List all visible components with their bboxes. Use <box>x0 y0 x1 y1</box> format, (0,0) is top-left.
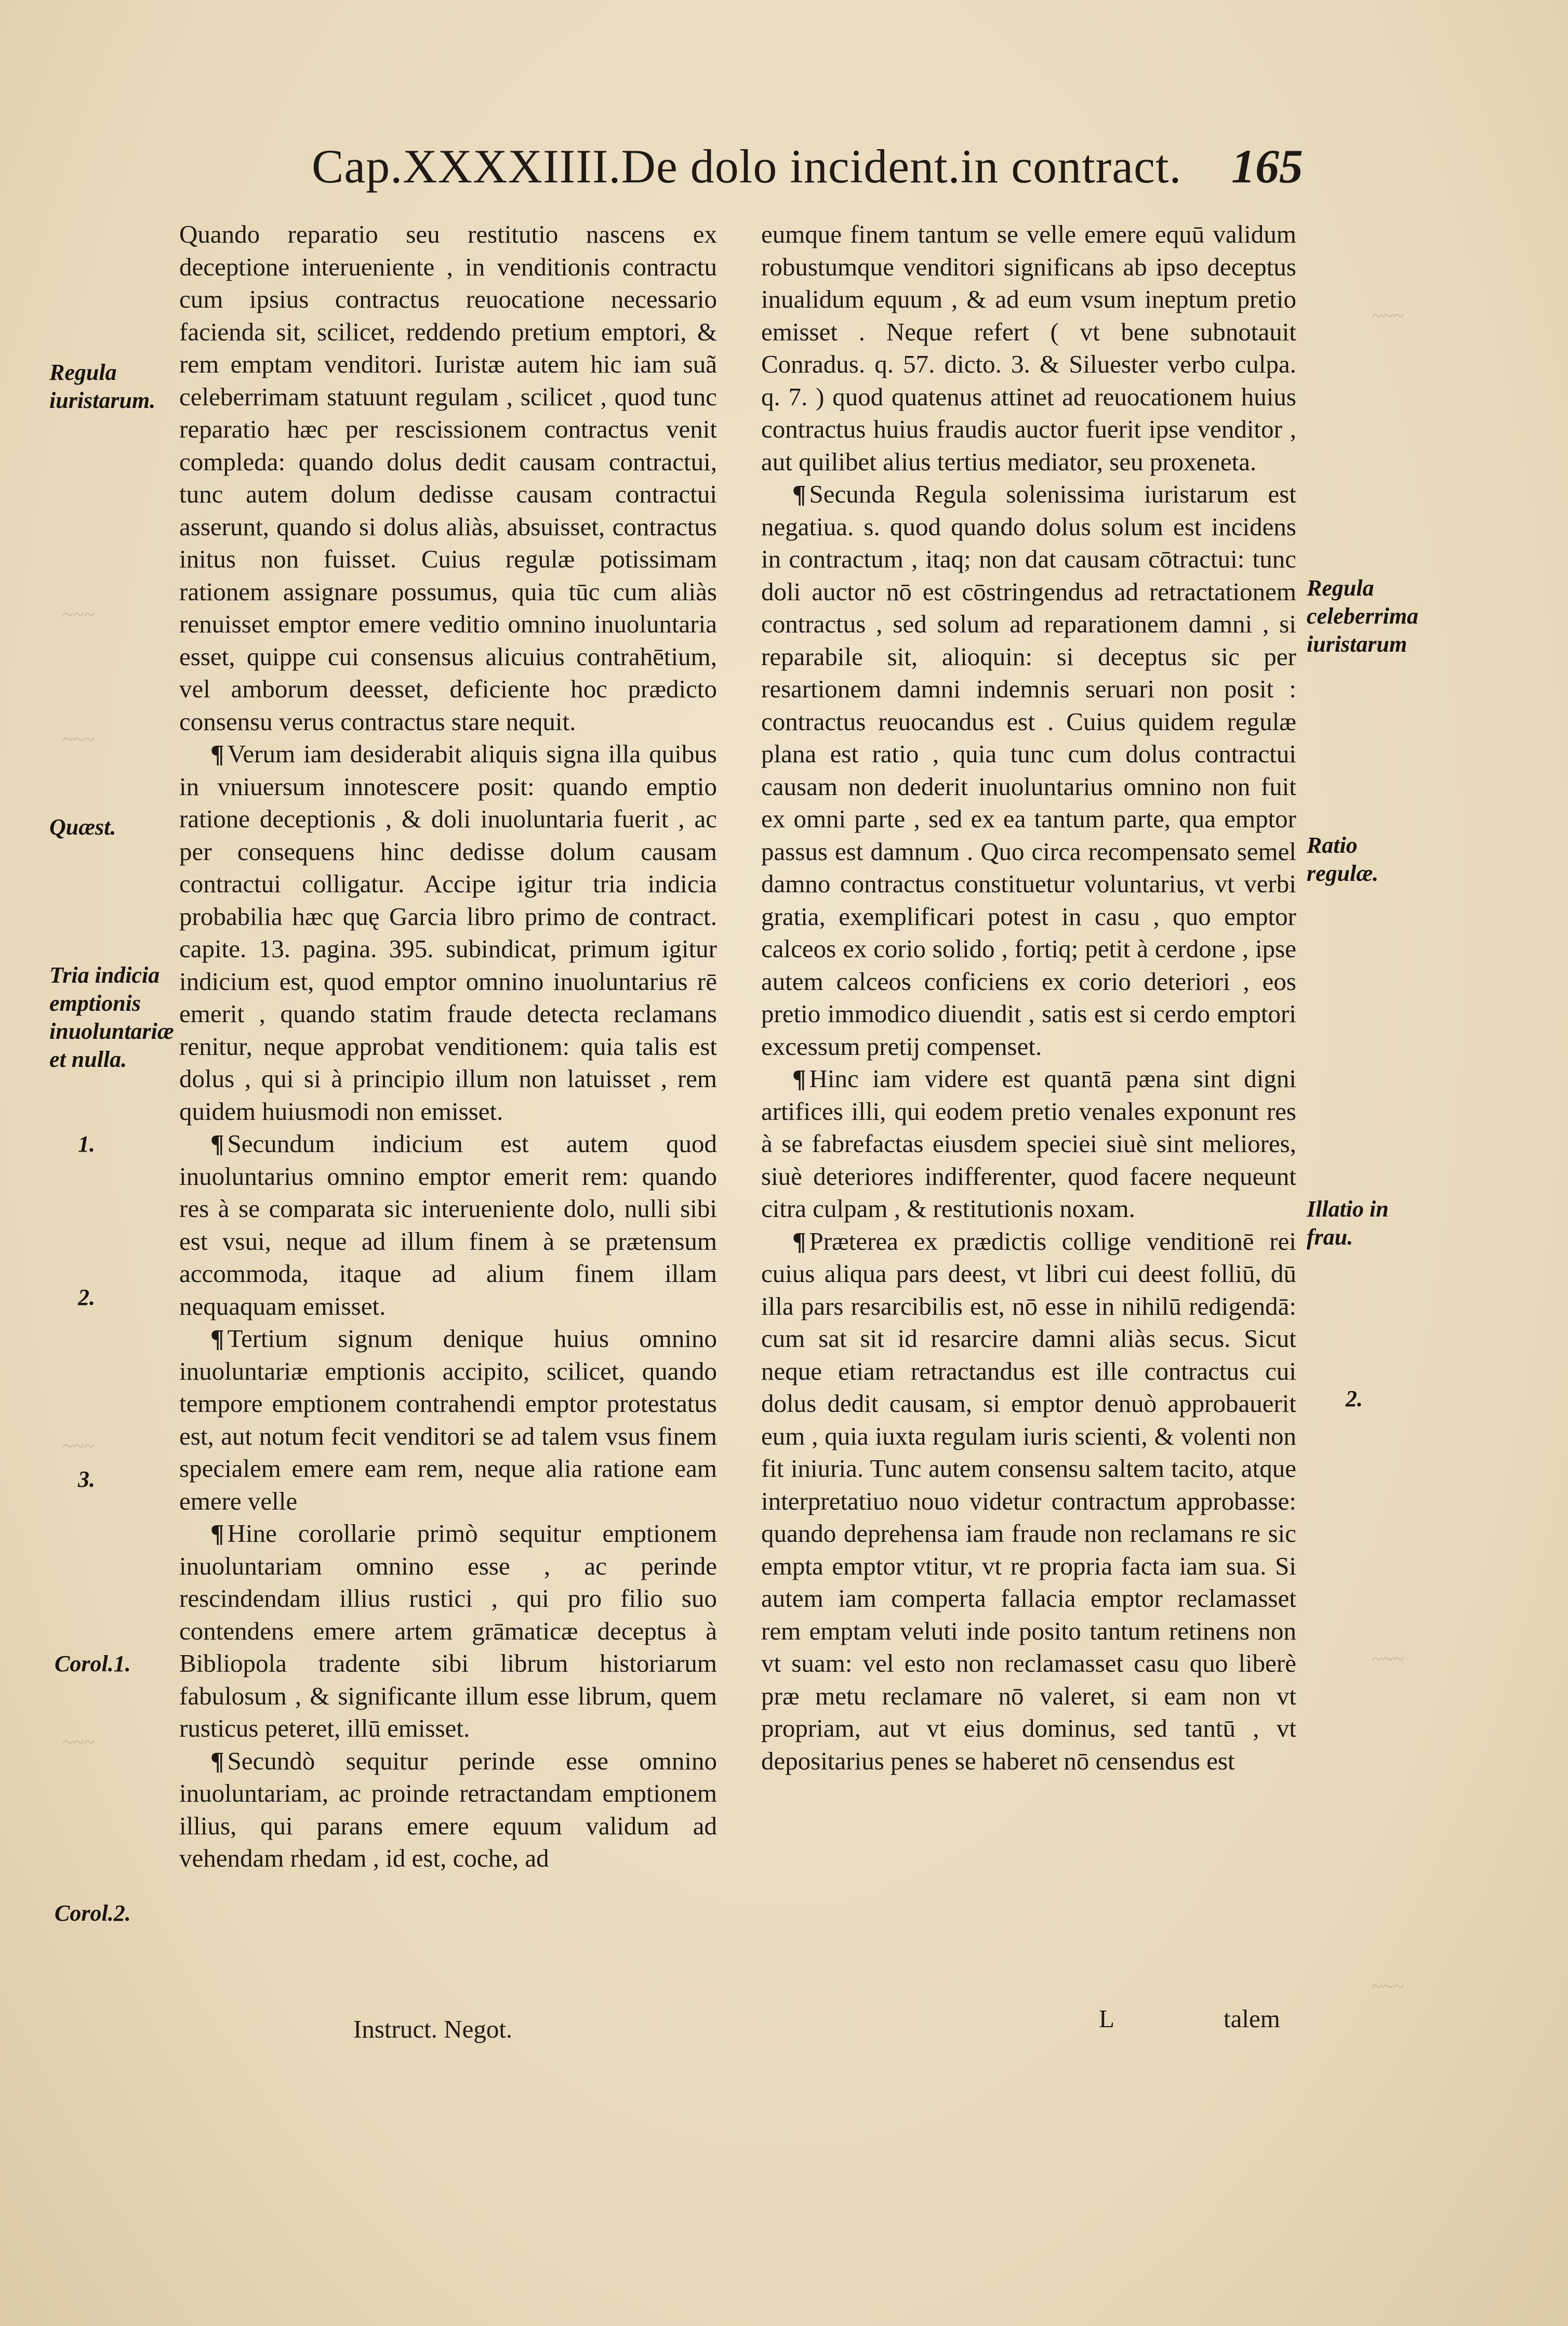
show-through-mark: ~~~ <box>62 729 95 750</box>
paragraph: eumque finem tantum se velle emere equū validum robustumque venditori significans ab ipso deceptus inualidum equum , & ad eum vsum ineptum pretio emisset . Neque refert ( vt bene subnotauit Conradus. q. 57. dicto. 3. & Siluester verbo culpa. q. 7. ) quod quatenus attinet ad reuocationem huius contractus huius fraudis auctor fuerit ipse venditor , aut quilibet alius tertius mediator, seu proxeneta. <box>761 220 1296 476</box>
paragraph <box>179 1517 717 1745</box>
show-through-mark: ~~~ <box>62 604 95 626</box>
margin-note-corollary: Corol.2. <box>55 1900 131 1926</box>
margin-note-regula: Regula iuristarum. <box>49 360 156 413</box>
paragraph <box>761 1225 1296 1778</box>
pilcrow-icon: ¶ <box>210 739 224 768</box>
chapter-title: Cap.XXXXIIII.De dolo incident.in contract. <box>312 140 1182 193</box>
signature-mark: L <box>1099 2004 1114 2033</box>
folio-number: 165 <box>1231 140 1303 193</box>
paragraph-text: Verum iam desiderabit aliquis signa illa quibus in vniuersum innotescere posit: quando emptio ratione deceptionis , & doli inuoluntaria fuerit , ac per consequens hinc dedisse dolum causam contractui colligatur. Accipe igitur tria indicia probabilia hæc quę Garcia libro primo de contract. capite. 13. pagina. 395. subindicat, primum igitur indicium est, quod emptor omnino inuoluntarius rē emerit , quando statim fraude detecta reclamans renitur, neque approbat venditionem: quia talis est dolus , qui si à principio illum non latuisset , rem quidem huiusmodi non emisset. <box>179 739 717 1126</box>
paragraph-text: Secundum indicium est autem quod inuoluntarius omnino emptor emerit rem: quando res à se comparata sic interueniente dolo, nulli sibi est vsui, neque ad illum finem à se prætensum accommoda, itaque ad alium finem illam nequaquam emisset. <box>179 1129 717 1320</box>
paragraph <box>179 738 717 1128</box>
paragraph: Quando reparatio seu restitutio nascens ex deceptione interueniente , in venditionis contractu cum ipsius contractus reuocatione necessario facienda sit, scilicet, reddendo pretium emptori, & rem emptam venditori. Iuristæ autem hic iam suã celeberrimam statuunt regulam , scilicet , quod tunc reparatio hæc per rescissionem contractus venit compleda: quando dolus dedit causam contractui, tunc autem dolum dedisse causam contractui asserunt, quando si dolus aliàs, absuisset, contractus initus non fuisset. Cuius regulæ potissimam rationem assignare possumus, quia tūc cum aliàs renuisset emptor emere veditio omnino inuoluntaria esset, quippe cui consensus alicuius contrahētium, vel amborum deesset, deficiente hoc prædicto consensu verus contractus stare nequit. <box>179 220 717 736</box>
margin-note-quaest: Quæst. <box>49 814 116 840</box>
paragraph <box>179 1128 717 1323</box>
paragraph-text: Secunda Regula solenissima iuristarum est negatiua. s. quod quando dolus solum est incidens in contractum , itaq; non dat causam cōtractui: tunc doli auctor nō est cōstringendus ad retractationem contractus , sed solum ad reparationem damni , si reparabile sit, alioquin: si deceptus sic per resartionem damni indemnis seruari non posit : contractus reuocandus est . Cuius quidem regulæ plana est ratio , quia tunc cum dolus contractui causam non dederit inuoluntarius omnino non fuit ex omni parte , sed ex ea tantum parte, qua emptor passus est damnum . Quo circa recompensato semel damno contractus constituetur voluntarius, vt verbi gratia, exemplificari potest in casu , quo emptor calceos ex corio solido , fortiq; petit à cerdone , ipse autem calceos conficiens ex corio deteriori , eos pretio immodico diuendit , satis est si cerdo emptori excessum pretij compenset. <box>761 480 1296 1061</box>
paragraph <box>179 1745 717 1875</box>
paragraph-text: Tertium signum denique huius omnino inuoluntariæ emptionis accipito, scilicet, quando tempore emptionem contrahendi emptor protestatus est, aut notum fecit venditori se ad talem vsus finem specialem emere eam rem, neque alia ratione eam emere velle <box>179 1324 717 1515</box>
pilcrow-icon: ¶ <box>792 1064 806 1093</box>
margin-number: 3. <box>78 1466 95 1492</box>
margin-note-corollary: Corol.1. <box>55 1651 131 1676</box>
catchline: Instruct. Negot. <box>353 2015 513 2043</box>
show-through-mark: ~~~ <box>1372 1648 1404 1670</box>
paragraph-text: Hine corollarie primò sequitur emptionem inuoluntariam omnino esse , ac perinde rescindendam illius rustici , qui pro filio suo contendens emere artem grāmaticæ deceptus à Bibliopola tradente sibi librum historiarum fabulosum , & significante illum esse librum, quem rusticus peteret, illū emisset. <box>179 1519 717 1742</box>
right-text-column <box>761 218 1296 1777</box>
pilcrow-icon: ¶ <box>210 1746 224 1775</box>
paragraph <box>761 478 1296 1063</box>
pilcrow-icon: ¶ <box>210 1324 224 1353</box>
custos-word: talem <box>1224 2004 1280 2033</box>
pilcrow-icon: ¶ <box>210 1129 224 1158</box>
paragraph-text: Hinc iam videre est quantā pæna sint digni artifices illi, qui eodem pretio venales exponunt res à se fabrefactas eiusdem speciei siuè sint meliores, siuè deteriores indifferenter, quod facere nequeunt citra culpam , & restitutionis noxam. <box>761 1064 1296 1223</box>
margin-note-tria-indicia: Tria indicia emptionis inuoluntariæ et nulla. <box>49 962 174 1072</box>
show-through-mark: ~~~ <box>1372 305 1404 327</box>
margin-note-ratio: Ratio regulæ. <box>1307 832 1379 886</box>
show-through-mark: ~~~ <box>1372 1976 1404 1998</box>
paragraph <box>761 1063 1296 1225</box>
paragraph-text: Secundò sequitur perinde esse omnino inuoluntariam, ac proinde retractandam emptionem illius, qui parans emere equum validum ad vehendam rhedam , id est, coche, ad <box>179 1746 717 1872</box>
pilcrow-icon: ¶ <box>210 1519 224 1548</box>
paragraph-text: Præterea ex prædictis collige venditionē rei cuius aliqua pars deest, vt libri cui deest folliū, dū illa pars resarcibilis est, nō esse in nihilū redigendā: cum sat sit id resarcire damni aliàs secus. Sicut neque etiam retractandus est ille contractus cui dolus dedit causam, si emptor denuò approbauerit eum , quia iuxta regulam iuris scienti, & volenti non fit iniuria. Tunc autem consensu saltem tacito, atque interpretatiuo nouo videtur contractum approbasse: quando deprehensa iam fraude non reclamans re sic empta emptor vtitur, vt re propria facta iam sua. Si autem iam comperta fallacia emptor reclamasset rem emptam veluti inde posito tantum retinens non vt suam: vel esto non reclamasset casu quo liberè præ metu reclamare nō valeret, si eam non vt propriam, aut vt eius dominus, sed tantū , vt depositarius penes se haberet nō censendus est <box>761 1226 1296 1775</box>
paragraph <box>179 1323 717 1517</box>
show-through-mark: ~~~ <box>62 1732 95 1753</box>
margin-note-regula-celeberrima: Regula celeberrima iuristarum <box>1307 575 1419 657</box>
left-text-column <box>179 218 717 1875</box>
pilcrow-icon: ¶ <box>792 1226 806 1255</box>
margin-number: 1. <box>78 1131 95 1157</box>
show-through-mark: ~~~ <box>62 1435 95 1457</box>
pilcrow-icon: ¶ <box>792 480 806 508</box>
margin-note-illatio: Illatio in frau. <box>1307 1196 1389 1250</box>
margin-number: 2. <box>78 1285 95 1310</box>
margin-number: 2. <box>1346 1386 1363 1411</box>
